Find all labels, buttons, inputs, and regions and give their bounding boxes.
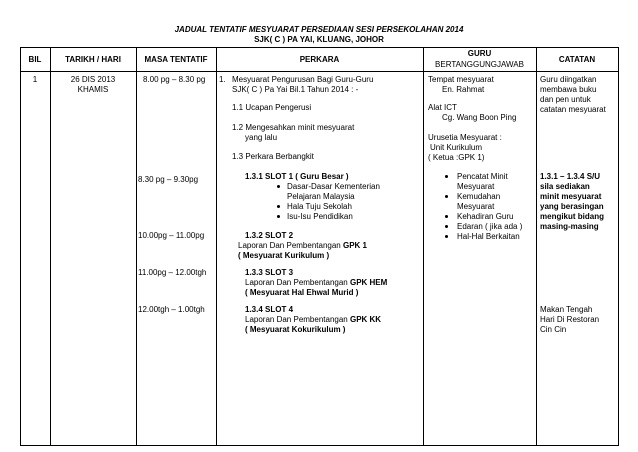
slot-1-bullet-1-cont: Pelajaran Malaysia	[287, 192, 355, 201]
header-bil: BIL	[28, 55, 42, 64]
slot-4-title: 1.3.4 SLOT 4	[245, 305, 294, 314]
masa-slot-2: 10.00pg – 11.00pg	[138, 231, 205, 240]
document-subtitle: SJK( C ) PA YAI, KLUANG, JOHOR	[254, 35, 384, 44]
header-masa: MASA TENTATIF	[144, 55, 208, 64]
guru-duty-1: Pencatat Minit	[457, 172, 508, 181]
masa-slot-3: 11.00pg – 12.00tgh	[138, 268, 207, 277]
bullet-icon	[445, 215, 448, 218]
slot-2-title: 1.3.2 SLOT 2	[245, 231, 294, 240]
masa-slot-0: 8.00 pg – 8.30 pg	[143, 75, 206, 84]
catatan-note-2-l4: yang berasingan	[540, 202, 604, 211]
perkara-item-1-1: 1.1 Ucapan Pengerusi	[232, 103, 312, 112]
perkara-item-1-2-cont: yang lalu	[245, 133, 278, 142]
slot-3-title: 1.3.3 SLOT 3	[245, 268, 294, 277]
guru-secretariat-label: Urusetia Mesyuarat :	[428, 133, 502, 142]
slot-2-meeting: ( Mesyuarat Kurikulum )	[238, 251, 330, 260]
header-guru-line2: BERTANGGUNGJAWAB	[435, 60, 524, 69]
row-day: KHAMIS	[77, 85, 109, 94]
header-catatan: CATATAN	[558, 55, 596, 64]
document-title: JADUAL TENTATIF MESYUARAT PERSEDIAAN SESI PERSEKOLAHAN 2014	[174, 25, 464, 34]
guru-secretariat-unit: Unit Kurikulum	[430, 143, 483, 152]
masa-slot-1: 8.30 pg – 9.30pg	[138, 175, 199, 184]
bullet-icon	[277, 205, 280, 208]
guru-duty-5: Hal-Hal Berkaitan	[457, 232, 520, 241]
bullet-icon	[445, 195, 448, 198]
catatan-note-1-l2: membawa buku	[540, 85, 597, 94]
guru-venue-person: En. Rahmat	[442, 85, 485, 94]
perkara-item-1-3: 1.3 Perkara Berbangkit	[232, 152, 314, 161]
header-guru-line1: GURU	[467, 49, 492, 58]
perkara-line1: Mesyuarat Pengurusan Bagi Guru-Guru	[232, 75, 374, 84]
header-perkara: PERKARA	[299, 55, 340, 64]
catatan-note-2-l6: masing-masing	[540, 222, 599, 231]
row-date: 26 DIS 2013	[70, 75, 116, 84]
perkara-item-1-2: 1.2 Mengesahkan minit mesyuarat	[232, 123, 355, 132]
catatan-note-3-l2: Hari Di Restoran	[540, 315, 600, 324]
bullet-icon	[277, 185, 280, 188]
slot-1-bullet-2: Hala Tuju Sekolah	[287, 202, 352, 211]
slot-4-meeting: ( Mesyuarat Kokurikulum )	[245, 325, 346, 334]
catatan-note-3: Makan Tengah	[540, 305, 593, 314]
bullet-icon	[277, 215, 280, 218]
catatan-note-2-l3: minit mesyuarat	[540, 192, 602, 201]
guru-venue-label: Tempat mesyuarat	[428, 75, 494, 84]
bullet-icon	[445, 225, 448, 228]
slot-1-title: 1.3.1 SLOT 1 ( Guru Besar )	[245, 172, 349, 181]
catatan-note-2: 1.3.1 – 1.3.4 S/U	[540, 172, 601, 181]
guru-ict-person: Cg. Wang Boon Ping	[442, 113, 517, 122]
guru-duty-4: Edaran ( jika ada )	[457, 222, 523, 231]
guru-duty-2: Kemudahan	[457, 192, 501, 201]
slot-4-desc: Laporan Dan Pembentangan GPK KK	[245, 315, 382, 324]
bullet-icon	[445, 175, 448, 178]
slot-1-bullet-1: Dasar-Dasar Kementerian	[287, 182, 380, 191]
row-bil: 1	[32, 75, 38, 84]
slot-2-desc: Laporan Dan Pembentangan GPK 1	[238, 241, 367, 250]
slot-1-bullet-3: Isu-Isu Pendidikan	[287, 212, 353, 221]
catatan-note-3-l3: Cin Cin	[540, 325, 567, 334]
slot-3-desc: Laporan Dan Pembentangan GPK HEM	[245, 278, 388, 287]
guru-ict-label: Alat ICT	[428, 103, 457, 112]
perkara-number: 1.	[219, 75, 226, 84]
catatan-note-2-l2: sila sediakan	[540, 182, 590, 191]
bullet-icon	[445, 235, 448, 238]
catatan-note-1-l3: dan pen untuk	[540, 95, 591, 104]
guru-secretariat-head: ( Ketua :GPK 1)	[428, 153, 485, 162]
catatan-note-1-l4: catatan mesyuarat	[540, 105, 606, 114]
perkara-line2: SJK( C ) Pa Yai Bil.1 Tahun 2014 : -	[232, 85, 359, 94]
slot-3-meeting: ( Mesyuarat Hal Ehwal Murid )	[245, 288, 359, 297]
catatan-note-1: Guru diingatkan	[540, 75, 597, 84]
header-tarikh: TARIKH / HARI	[65, 55, 121, 64]
catatan-note-2-l5: mengikut bidang	[540, 212, 604, 221]
masa-slot-4: 12.00tgh – 1.00tgh	[138, 305, 205, 314]
guru-duty-2-cont: Mesyuarat	[457, 202, 495, 211]
guru-duty-1-cont: Mesyuarat	[457, 182, 495, 191]
guru-duty-3: Kehadiran Guru	[457, 212, 514, 221]
